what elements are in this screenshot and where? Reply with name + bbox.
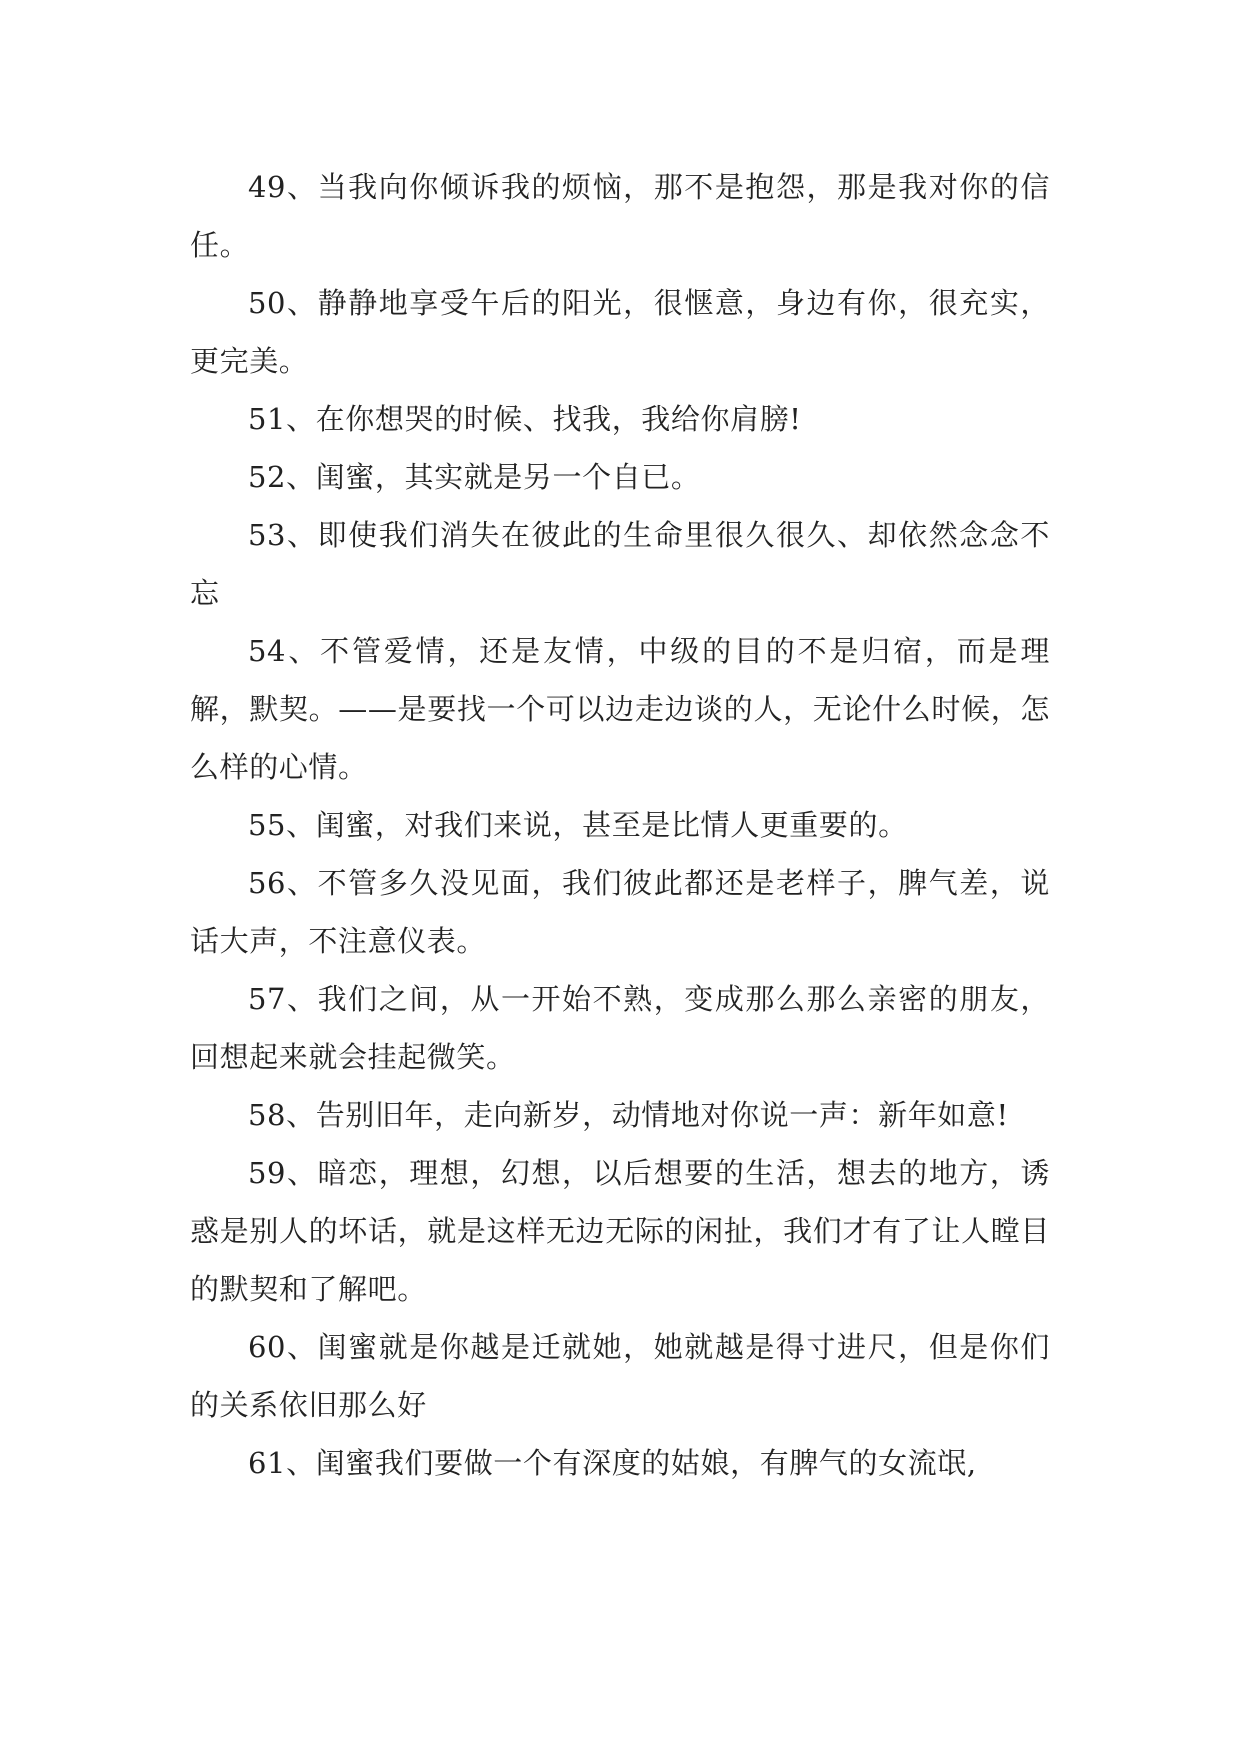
paragraph-58: 58、告别旧年，走向新岁，动情地对你说一声：新年如意! (248, 1098, 1009, 1132)
paragraph-53: 53、即使我们消失在彼此的生命里很久很久、却依然念念不忘 (190, 518, 1050, 610)
paragraph-59: 59、暗恋，理想，幻想，以后想要的生活，想去的地方，诱惑是别人的坏话，就是这样无边无际的闲扯，我们才有了让人瞠目的默契和了解吧。 (190, 1156, 1050, 1306)
paragraph-49: 49、当我向你倾诉我的烦恼，那不是抱怨，那是我对你的信任。 (190, 170, 1050, 262)
document-body (190, 158, 1050, 1492)
paragraph-57: 57、我们之间，从一开始不熟，变成那么那么亲密的朋友，回想起来就会挂起微笑。 (190, 982, 1050, 1074)
paragraph-50: 50、静静地享受午后的阳光，很惬意，身边有你，很充实，更完美。 (190, 286, 1050, 378)
paragraph-60: 60、闺蜜就是你越是迁就她，她就越是得寸进尺，但是你们的关系依旧那么好 (190, 1330, 1050, 1422)
paragraph-51: 51、在你想哭的时候、找我，我给你肩膀! (248, 402, 802, 436)
paragraph-56: 56、不管多久没见面，我们彼此都还是老样子，脾气差，说话大声，不注意仪表。 (190, 866, 1050, 958)
paragraph-55: 55、闺蜜，对我们来说，甚至是比情人更重要的。 (248, 808, 908, 842)
paragraph-52: 52、闺蜜，其实就是另一个自已。 (248, 460, 701, 494)
paragraph-61: 61、闺蜜我们要做一个有深度的姑娘，有脾气的女流氓, (248, 1446, 977, 1480)
paragraph-54: 54、不管爱情，还是友情，中级的目的不是归宿，而是理解，默契。——是要找一个可以边走边谈的人，无论什么时候，怎么样的心情。 (190, 634, 1050, 784)
